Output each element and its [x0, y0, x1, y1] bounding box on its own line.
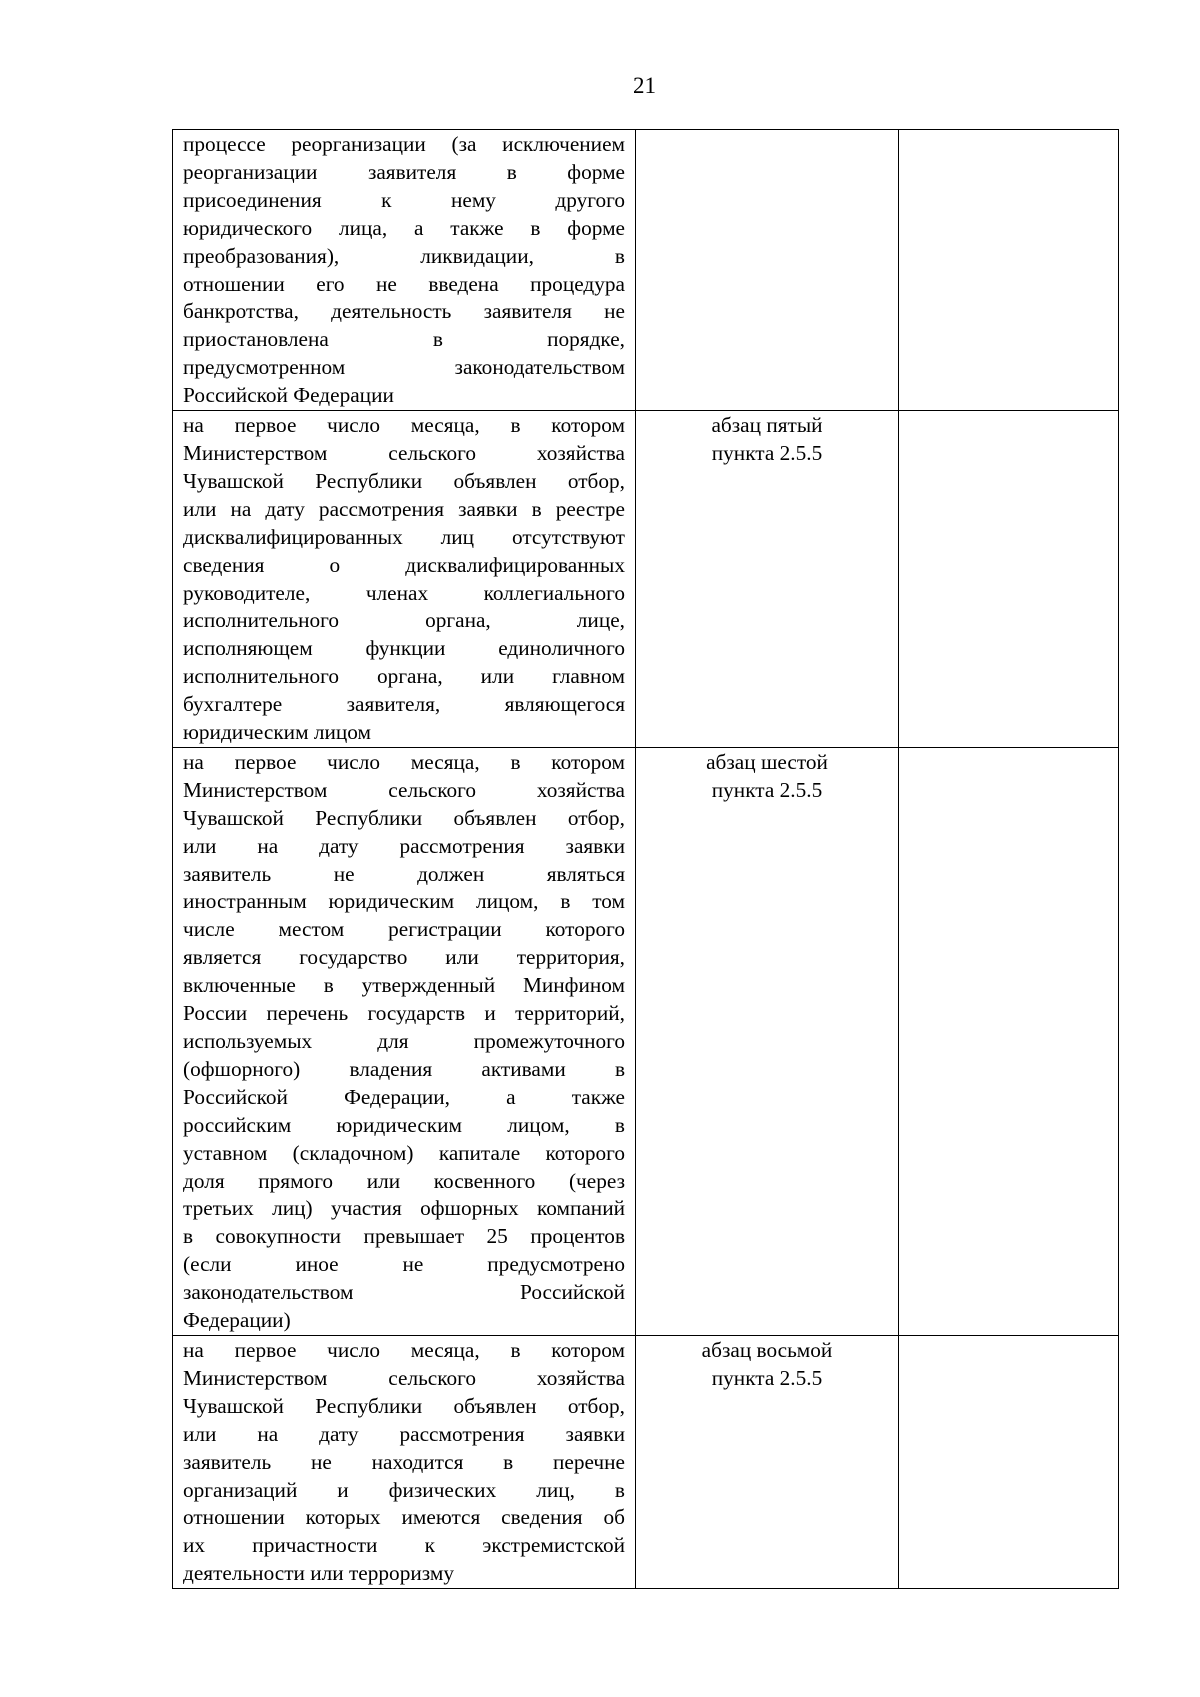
text-line: на первое число месяца, в котором: [183, 749, 625, 774]
text-line: присоединения к нему другого: [183, 187, 625, 212]
text-line: дисквалифицированных лиц отсутствуют: [183, 524, 625, 549]
table-row: [173, 411, 1119, 748]
text-line: их причастности к экстремистской: [183, 1533, 625, 1558]
requirement-cell: [173, 130, 636, 411]
text-line: включенные в утвержденный Минфином: [183, 973, 625, 998]
text-line: иностранным юридическим лицом, в том: [183, 889, 625, 914]
text-line: Федерации): [183, 1308, 291, 1333]
text-line: на первое число месяца, в котором: [183, 413, 625, 438]
reference-line: абзац пятый: [711, 413, 823, 438]
reference-cell: [636, 1335, 899, 1588]
text-line: исполняющем функции единоличного: [183, 636, 625, 661]
text-line: законодательством Российской: [183, 1280, 625, 1305]
page-number: 21: [633, 73, 656, 98]
requirement-cell: [173, 747, 636, 1335]
note-cell: [899, 1335, 1119, 1588]
reference-line: абзац восьмой: [701, 1337, 833, 1362]
text-line: процессе реорганизации (за исключением: [183, 132, 625, 156]
text-line: бухгалтере заявителя, являющегося: [183, 692, 625, 717]
reference-line: абзац шестой: [706, 749, 828, 774]
requirement-cell: [173, 411, 636, 748]
text-line: юридическим лицом: [183, 720, 372, 745]
text-line: (если иное не предусмотрено: [183, 1252, 625, 1277]
text-line: заявитель не находится в перечне: [183, 1449, 625, 1474]
text-line: используемых для промежуточного: [183, 1029, 625, 1053]
text-line: исполнительного органа, или главном: [183, 664, 625, 689]
text-line: или на дату рассмотрения заявки: [183, 833, 625, 858]
text-line: Российской Федерации: [183, 383, 394, 408]
text-line: на первое число месяца, в котором: [183, 1337, 625, 1362]
text-line: преобразования), ликвидации, в: [183, 243, 625, 268]
text-line: или на дату рассмотрения заявки в реестре: [183, 496, 625, 521]
table-row: [173, 747, 1119, 1335]
note-cell: [899, 130, 1119, 411]
table-row: [173, 1335, 1119, 1588]
text-line: исполнительного органа, лице,: [183, 608, 625, 633]
text-line: российским юридическим лицом, в: [183, 1112, 625, 1137]
text-line: доля прямого или косвенного (через: [183, 1168, 625, 1193]
text-line: юридического лица, а также в форме: [183, 215, 625, 240]
text-line: Министерством сельского хозяйства: [183, 440, 625, 465]
note-cell: [899, 411, 1119, 748]
text-line: (офшорного) владения активами в: [183, 1056, 625, 1081]
reference-cell: [636, 747, 899, 1335]
table-row: [173, 130, 1119, 411]
text-line: приостановлена в порядке,: [183, 327, 625, 352]
text-line: реорганизации заявителя в форме: [183, 159, 625, 184]
reference-line: пункта 2.5.5: [711, 1365, 823, 1390]
text-line: руководителе, членах коллегиального: [183, 580, 625, 605]
text-line: Российской Федерации, а также: [183, 1084, 625, 1109]
reference-cell: [636, 130, 899, 411]
text-line: предусмотренном законодательством: [183, 355, 625, 380]
note-cell: [899, 747, 1119, 1335]
reference-line: пункта 2.5.5: [711, 777, 823, 802]
text-line: числе местом регистрации которого: [183, 917, 625, 942]
text-line: деятельности или терроризму: [183, 1561, 454, 1586]
text-line: или на дату рассмотрения заявки: [183, 1421, 625, 1446]
text-line: организаций и физических лиц, в: [183, 1477, 625, 1502]
text-line: третьих лиц) участия офшорных компаний: [183, 1196, 625, 1221]
text-line: в совокупности превышает 25 процентов: [183, 1224, 625, 1249]
text-line: отношении которых имеются сведения об: [183, 1505, 625, 1530]
text-line: Чувашской Республики объявлен отбор,: [183, 805, 625, 830]
text-line: Министерством сельского хозяйства: [183, 1365, 625, 1390]
text-line: уставном (складочном) капитале которого: [183, 1140, 625, 1165]
text-line: России перечень государств и территорий,: [183, 1001, 625, 1026]
reference-line: пункта 2.5.5: [711, 440, 823, 465]
text-line: заявитель не должен являться: [183, 861, 625, 886]
text-line: банкротства, деятельность заявителя не: [183, 299, 625, 324]
requirement-cell: [173, 1335, 636, 1588]
requirements-table: [172, 129, 1119, 1589]
text-line: является государство или территория,: [183, 945, 625, 970]
text-line: сведения о дисквалифицированных: [183, 552, 625, 577]
text-line: Чувашской Республики объявлен отбор,: [183, 1393, 625, 1418]
reference-cell: [636, 411, 899, 748]
text-line: Министерством сельского хозяйства: [183, 777, 625, 802]
text-line: Чувашской Республики объявлен отбор,: [183, 468, 625, 493]
text-line: отношении его не введена процедура: [183, 271, 625, 296]
